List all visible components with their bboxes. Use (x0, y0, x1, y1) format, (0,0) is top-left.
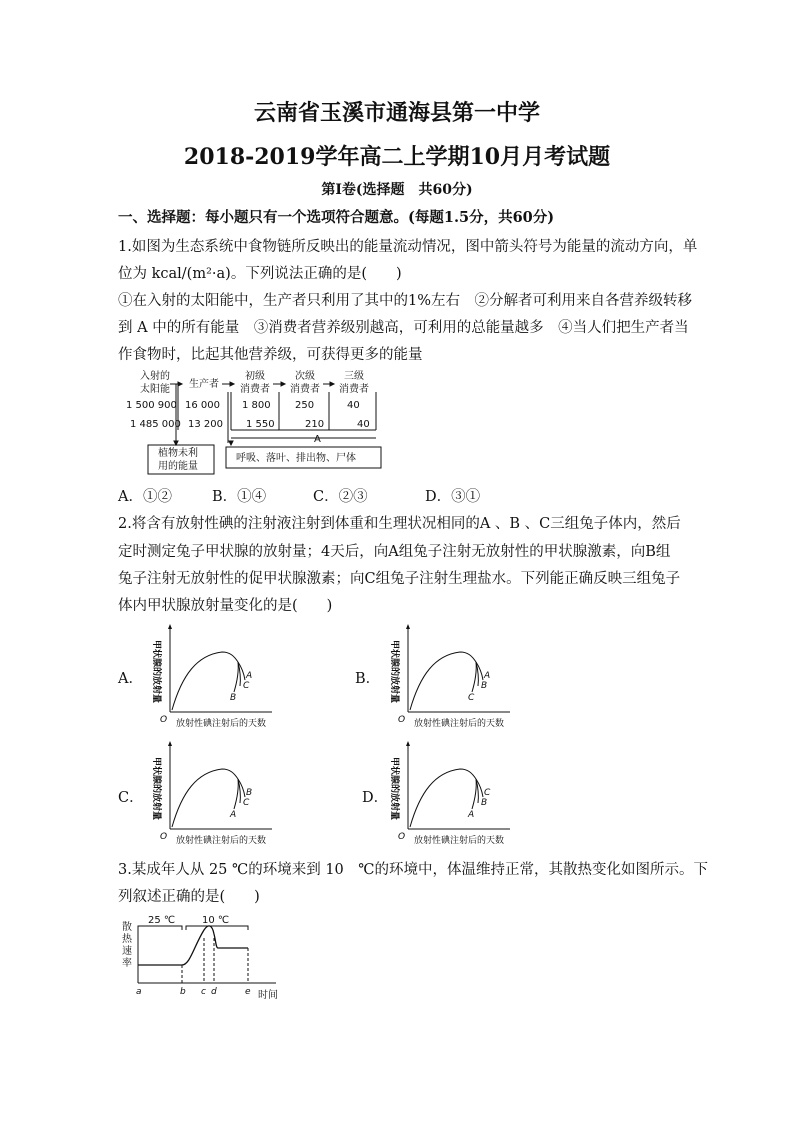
producer-value-bottom: 13 200 (188, 419, 223, 430)
q2-line: 体内甲状腺放射量变化的是( ) (118, 598, 333, 614)
q1-line: 作食物时，比起其他营养级，可获得更多的能量 (118, 347, 423, 363)
curve-label: B (481, 681, 488, 691)
q1-line: ①在入射的太阳能中，生产者只利用了其中的1%左右 ②分解者可利用来自各营养级转移 (118, 293, 692, 309)
origin-label: O (398, 832, 406, 842)
consumer2-value-bottom: 210 (305, 419, 325, 430)
x-axis-label: 放射性碘注射后的天数 (414, 719, 505, 729)
y-axis-label: 甲状腺的放射量 (151, 640, 161, 704)
curve-branch (234, 779, 238, 809)
q1-option-b[interactable]: B．①④ (212, 489, 267, 505)
producer-value-top: 16 000 (185, 400, 220, 411)
y-axis-label: 甲状腺的放射量 (389, 757, 399, 821)
volume-title: 第Ⅰ卷(选择题 共60分) (321, 182, 473, 198)
q2-line: 定时测定兔子甲状腺的放射量；4天后，向A组兔子注射无放射性的甲状腺激素，向B组 (118, 544, 671, 560)
q3-line: 列叙述正确的是( ) (118, 889, 260, 905)
temp-25-label: 25 ℃ (148, 915, 176, 926)
box-a-line-1: 植物未利 (158, 448, 198, 459)
exam-title: 2018-2019学年高二上学期10月月考试题 (183, 144, 611, 170)
consumer1-label-2: 消费者 (240, 384, 270, 395)
curve-label: A (468, 810, 475, 820)
y-axis-arrow (168, 741, 172, 746)
curve-label: B (230, 693, 237, 703)
x-tick-c: c (201, 987, 206, 997)
q1-option-a[interactable]: A．①② (118, 489, 172, 505)
q2-graph-a (142, 620, 292, 730)
q1-line: 到 A 中的所有能量 ③消费者营养级别越高，可利用的总能量越多 ④当人们把生产者当 (118, 320, 689, 336)
y-axis-arrow (168, 624, 172, 629)
q1-line: 1.如图为生态系统中食物链所反映出的能量流动情况，图中箭头符号为能量的流动方向，单 (118, 239, 698, 255)
consumer2-label-2: 消费者 (290, 384, 320, 395)
curve-common (172, 769, 238, 827)
curve-label: C (243, 681, 250, 691)
sun-value-top: 1 500 900 (126, 400, 177, 411)
curve-common (410, 652, 476, 710)
x-tick-d: d (211, 987, 217, 997)
q2-graph-d (380, 737, 530, 847)
q2-line: 2.将含有放射性碘的注射液注射到体重和生理状况相同的A 、B 、C三组兔子体内，然后 (118, 516, 681, 532)
consumer2-label-1: 次级 (295, 371, 315, 382)
box-a-line-2: 用的能量 (158, 461, 198, 472)
curve-label: C (243, 798, 250, 808)
x-axis-label: 放射性碘注射后的天数 (414, 836, 505, 846)
label-a: A (314, 434, 321, 445)
x-tick-b: b (180, 987, 186, 997)
consumer1-label-1: 初级 (245, 371, 265, 382)
curve-label: A (246, 671, 253, 681)
q2-graph-c (142, 737, 292, 847)
y-label-char: 散 (122, 922, 132, 933)
temp-10-label: 10 ℃ (202, 915, 230, 926)
q2-option-b[interactable]: B． (355, 671, 381, 687)
consumer3-value-top: 40 (347, 400, 360, 411)
consumer1-value-top: 1 800 (242, 400, 271, 411)
curve-label: A (484, 671, 491, 681)
y-axis-arrow (406, 741, 410, 746)
curve-label: A (230, 810, 237, 820)
producer-label: 生产者 (189, 379, 219, 390)
q1-option-c[interactable]: C．②③ (313, 489, 368, 505)
q1-line: 位为 kcal/(m²·a)。下列说法正确的是( ) (118, 266, 402, 282)
origin-label: O (398, 715, 406, 725)
consumer3-value-bottom: 40 (357, 419, 370, 430)
curve-branch (234, 662, 238, 692)
q1-option-d[interactable]: D．③① (425, 489, 481, 505)
section-heading: 一、选择题：每小题只有一个选项符合题意。(每题1.5分，共60分) (118, 209, 555, 226)
curve-common (410, 769, 476, 827)
q2-option-d[interactable]: D． (362, 790, 389, 806)
y-axis-label: 甲状腺的放射量 (151, 757, 161, 821)
q2-option-a[interactable]: A． (118, 671, 143, 687)
box-b-label: 呼吸、落叶、排出物、尸体 (236, 453, 356, 464)
x-tick-a: a (136, 987, 142, 997)
q2-option-c[interactable]: C． (118, 790, 144, 806)
consumer3-label-1: 三级 (344, 371, 364, 382)
y-axis-label: 甲状腺的放射量 (389, 640, 399, 704)
curve-label: C (484, 788, 491, 798)
consumer3-label-2: 消费者 (339, 384, 369, 395)
x-tick-e: e (245, 987, 251, 997)
y-axis-arrow (406, 624, 410, 629)
consumer2-value-top: 250 (295, 400, 315, 411)
curve-label: B (481, 798, 488, 808)
heat-dissipation-chart (118, 908, 288, 1003)
curve-branch (472, 779, 476, 809)
x-axis-label: 放射性碘注射后的天数 (176, 719, 267, 729)
curve-branch (472, 662, 476, 692)
consumer1-value-bottom: 1 550 (246, 419, 275, 430)
x-axis-label: 时间 (258, 990, 278, 1001)
curve-common (172, 652, 238, 710)
y-label-char: 热 (122, 934, 132, 945)
energy-flow-diagram (118, 368, 398, 478)
origin-label: O (160, 832, 168, 842)
curve-label: C (468, 693, 475, 703)
sun-label-2: 太阳能 (140, 384, 170, 395)
y-label-char: 率 (122, 958, 132, 969)
sun-label-1: 入射的 (140, 371, 170, 382)
x-axis-label: 放射性碘注射后的天数 (176, 836, 267, 846)
q3-line: 3.某成年人从 25 ℃的环境来到 10 ℃的环境中，体温维持正常，其散热变化如图所示。下 (118, 862, 709, 878)
y-label-char: 速 (122, 946, 132, 957)
q2-graph-b (380, 620, 530, 730)
curve-label: B (246, 788, 253, 798)
q2-line: 兔子注射无放射性的促甲状腺激素；向C组兔子注射生理盐水。下列能正确反映三组兔子 (118, 571, 681, 587)
origin-label: O (160, 715, 168, 725)
school-title: 云南省玉溪市通海县第一中学 (253, 100, 540, 126)
sun-value-bottom: 1 485 000 (130, 419, 181, 430)
